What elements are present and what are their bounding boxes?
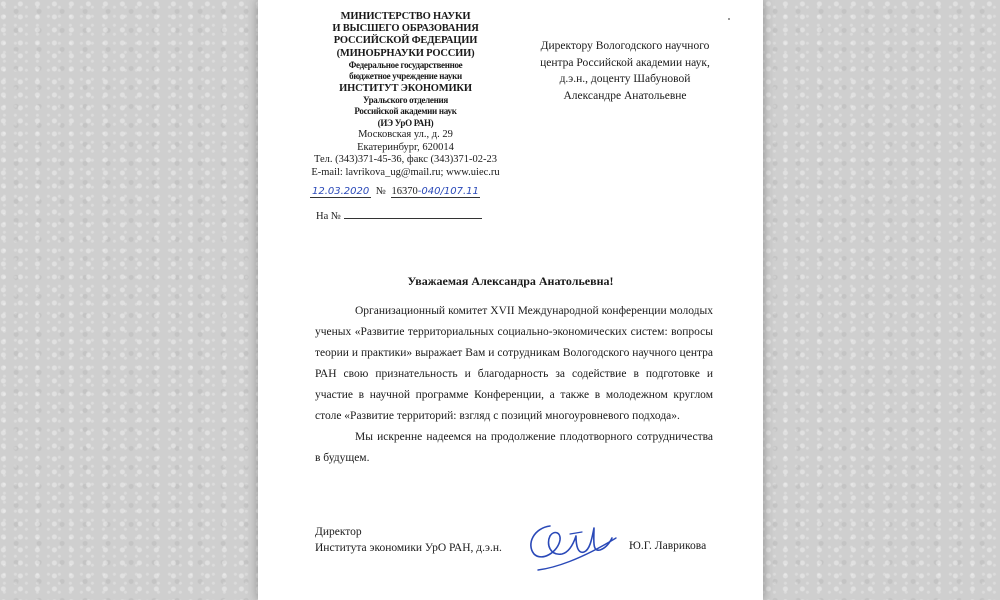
address-city: Екатеринбург, 620014 (357, 141, 454, 153)
address-street: Московская ул., д. 29 (358, 129, 453, 141)
registration-number-value: 16370 (391, 186, 418, 197)
institute-name: ИНСТИТУТ ЭКОНОМИКИ (339, 82, 472, 94)
recipient-block (520, 38, 730, 104)
ministry-name-line3: РОССИЙСКОЙ ФЕДЕРАЦИИ (333, 35, 478, 47)
institute-branch-line1: Уральского отделения (363, 94, 448, 105)
recipient-line1: Директору Вологодского научного (540, 40, 710, 52)
ministry-name-line2: И ВЫСШЕГО ОБРАЗОВАНИЯ (332, 23, 479, 35)
ministry-name-line1: МИНИСТЕРСТВО НАУКИ (340, 11, 471, 22)
ministry-abbrev: (МИНОБРНАУКИ РОССИИ) (336, 47, 475, 59)
institute-branch-line2: Российской академии наук (354, 106, 457, 117)
email-website: E-mail: lavrikova_ug@mail.ru; www.uiec.ru (311, 166, 500, 178)
signatory-title-line2: Института экономики УрО РАН, д.э.н. (315, 542, 502, 554)
registration-number (391, 186, 480, 198)
body-paragraph: Мы искренне надеемся на продолжение плодотворного сотрудничества в будущем. (315, 431, 713, 464)
institute-abbrev: (ИЭ УрО РАН) (377, 117, 434, 128)
outgoing-number-line (310, 186, 480, 198)
signatory-name: Ю.Г. Лаврикова (629, 540, 707, 552)
institution-type-line2: бюджетное учреждение науки (349, 71, 462, 82)
number-sign: № (375, 186, 386, 197)
registration-number-suffix: -040/107.11 (417, 186, 479, 197)
reference-line (316, 209, 482, 222)
corner-mark (728, 18, 730, 20)
institution-type-line1: Федеральное государственное (348, 59, 463, 70)
signatory-title (315, 524, 502, 556)
reference-blank-field (344, 209, 482, 219)
outgoing-date: 12.03.2020 (312, 186, 370, 197)
recipient-line4: Александре Анатольевне (563, 89, 687, 102)
letter-page (258, 0, 763, 600)
recipient-line2: центра Российской академии наук, (540, 56, 710, 69)
phone-fax: Тел. (343)371-45-36, факс (343)371-02-23 (314, 154, 497, 166)
recipient-line3: д.э.н., доценту Шабуновой (559, 73, 691, 85)
letterhead (288, 11, 523, 179)
signatory-title-line1: Директор (315, 526, 362, 538)
handwritten-signature (520, 508, 630, 586)
salutation: Уважаемая Александра Анатольевна! (407, 274, 614, 288)
body-paragraph: Организационный комитет XVII Международной конференции молодых ученых «Развитие территориальных социально-экономических систем: вопросы теории и практики» выражает Вам и сотрудникам Вологодского научного центра РАН свою признательность и благодарность за содействие в подготовке и участие в научной программе Конференции, а также в молодежном круглом столе «Развитие территорий: взгляд с позиций многоуровневого подхода». (315, 305, 713, 422)
letter-body (315, 301, 713, 469)
reference-label: На № (316, 211, 341, 222)
